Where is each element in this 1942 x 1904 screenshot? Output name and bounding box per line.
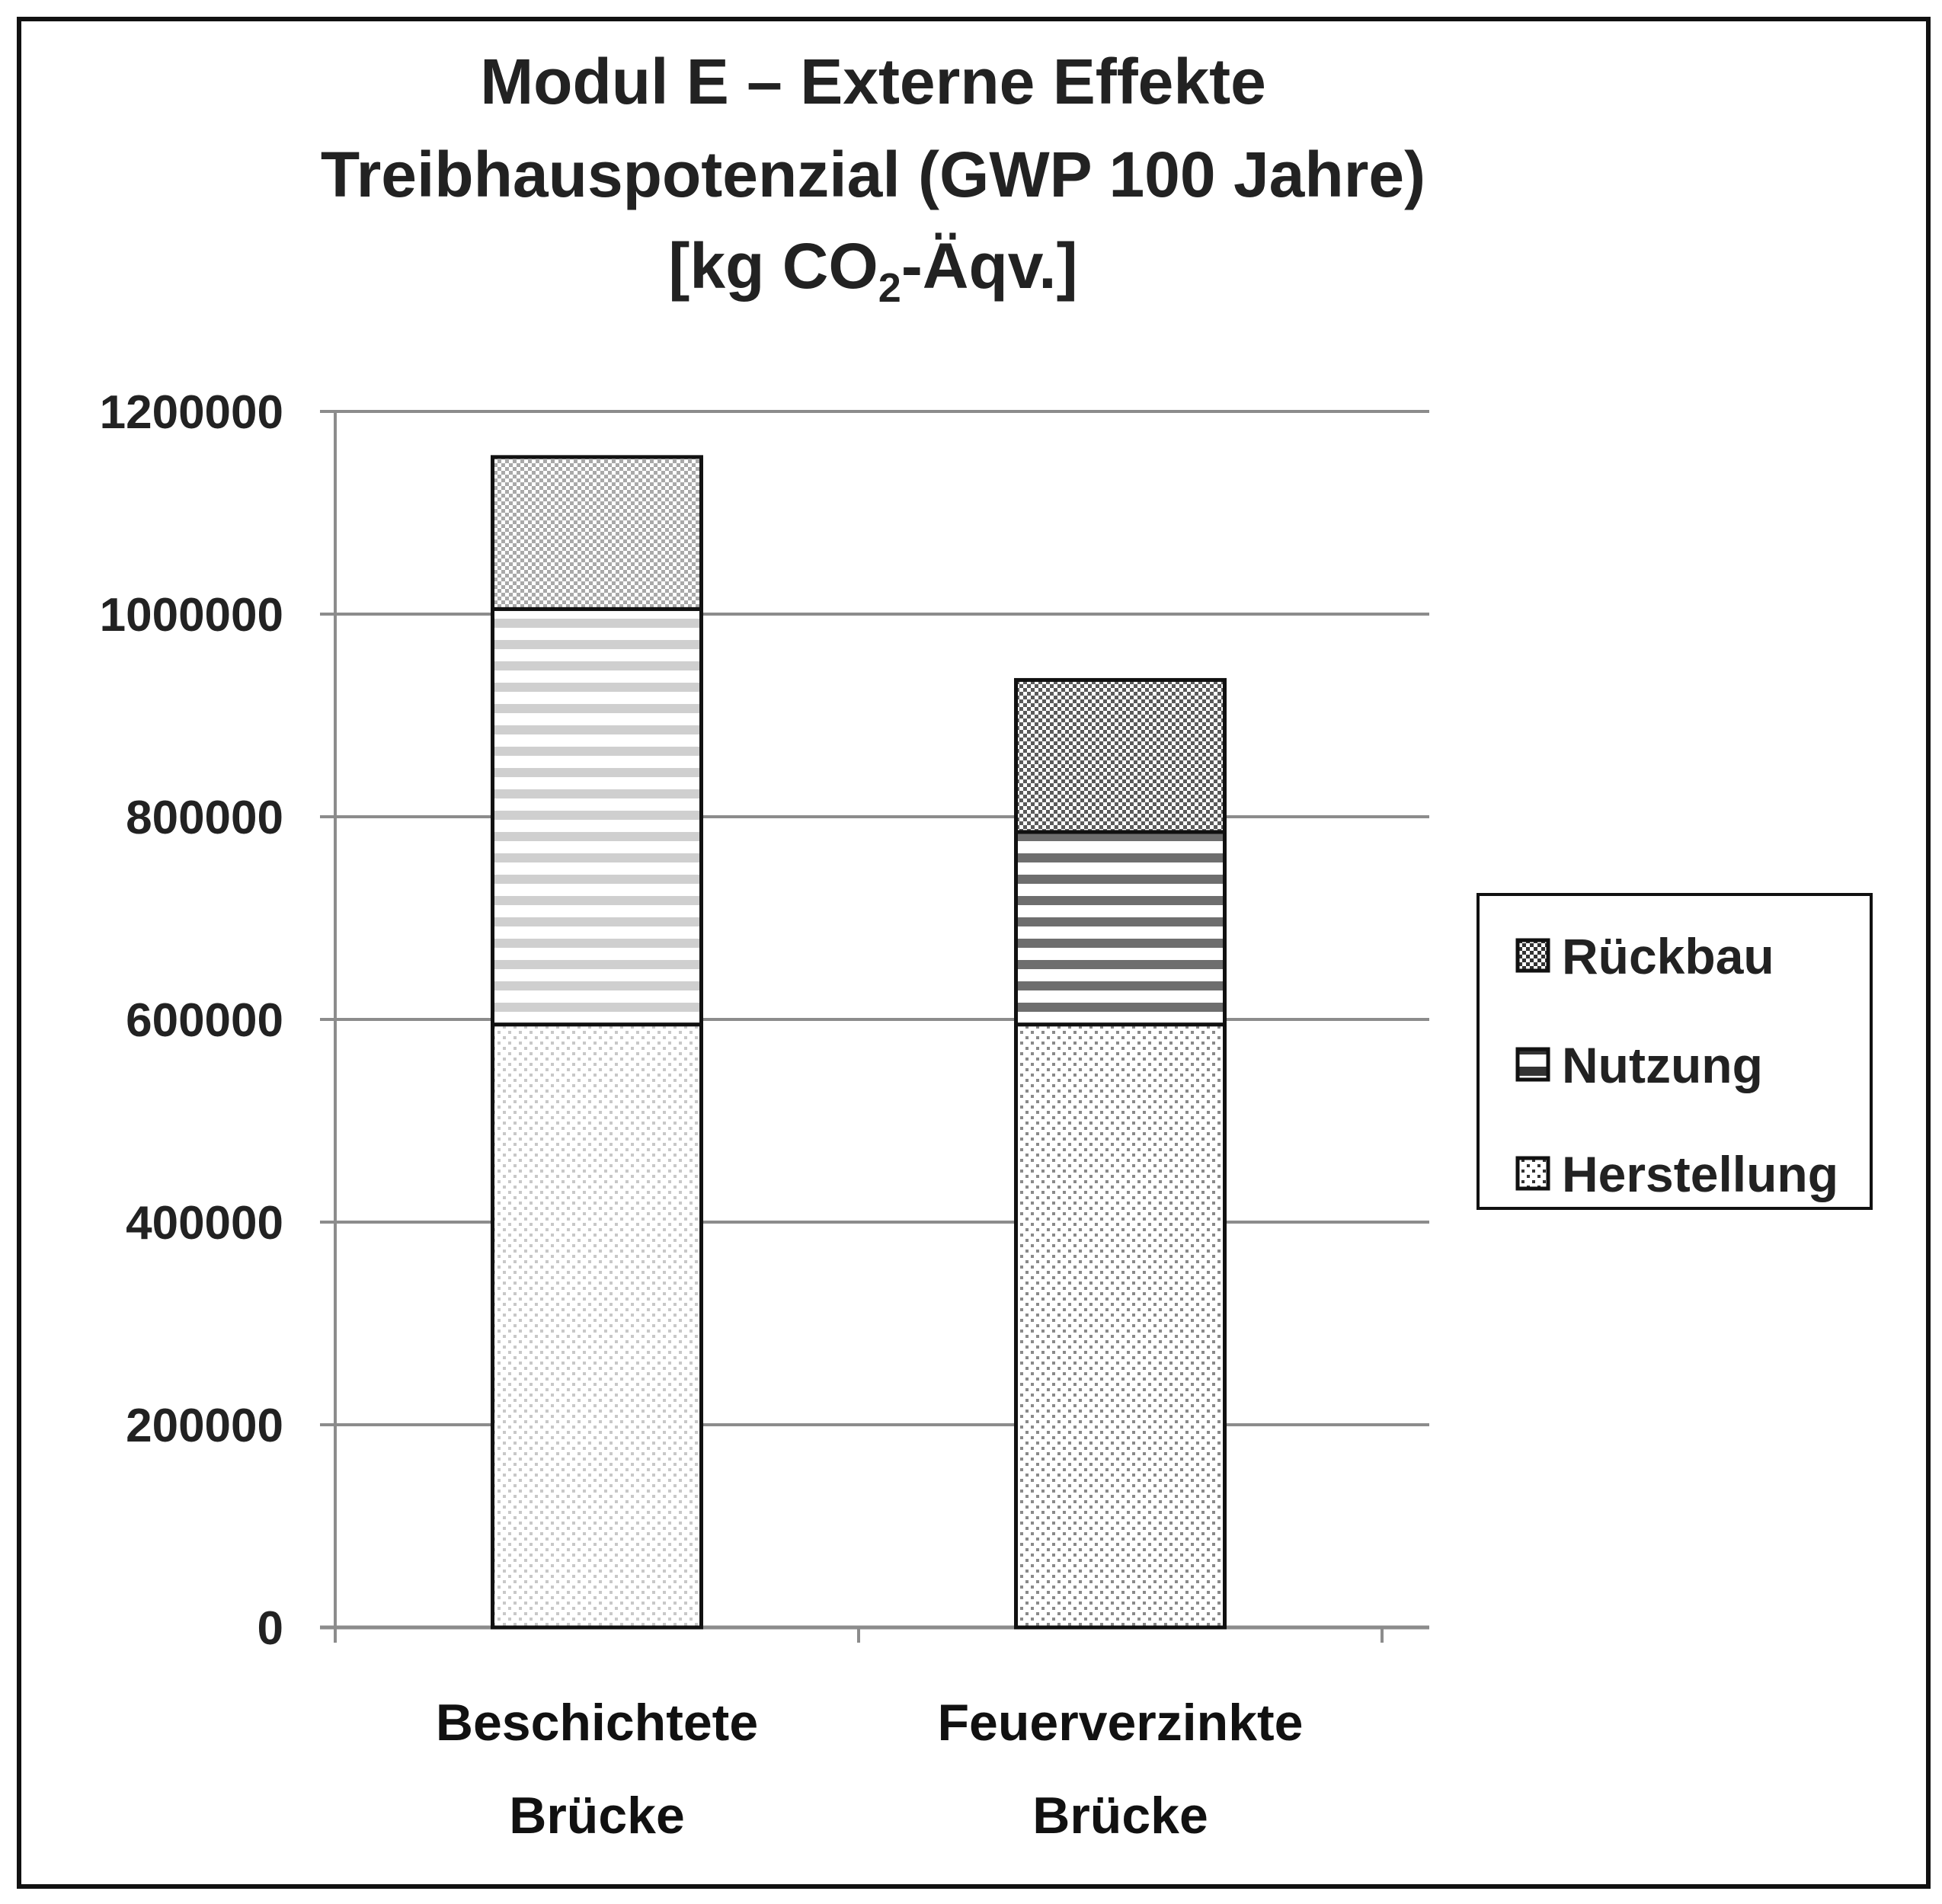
bar-segment <box>493 1025 702 1627</box>
unit-suffix: -Äqv.] <box>901 230 1078 302</box>
legend-swatch <box>1518 940 1548 971</box>
legend-label: Rückbau <box>1562 928 1774 984</box>
y-tick-label: 1200000 <box>99 386 283 439</box>
gridlines <box>320 411 1429 1425</box>
title-line-1: Modul E – Externe Effekte <box>480 46 1266 117</box>
y-tick-label: 400000 <box>126 1197 283 1250</box>
bars <box>493 457 1225 1627</box>
y-tick-label: 800000 <box>126 792 283 844</box>
y-tick-label: 0 <box>257 1602 283 1655</box>
x-category-label: Beschichtete <box>435 1694 759 1752</box>
legend-swatch <box>1518 1049 1548 1080</box>
legend-label: Herstellung <box>1562 1146 1839 1202</box>
x-category-label: Brücke <box>509 1787 685 1845</box>
unit-label <box>668 230 1077 311</box>
title-line-2: Treibhauspotenzial (GWP 100 Jahre) <box>320 139 1426 210</box>
chart-frame <box>17 17 1931 1889</box>
chart-title <box>321 46 1425 311</box>
x-axis-categories <box>436 1694 1304 1845</box>
y-tick-label: 600000 <box>126 994 283 1047</box>
unit-prefix: [kg CO <box>668 230 878 302</box>
bar-segment <box>1016 680 1225 831</box>
y-axis-ticks <box>100 386 283 1655</box>
chart-svg <box>21 21 1926 1884</box>
y-tick-label: 1000000 <box>99 589 283 642</box>
bar-segment <box>493 457 702 610</box>
bar-segment <box>1016 1025 1225 1627</box>
legend-swatch <box>1518 1158 1548 1189</box>
bar-segment <box>493 609 702 1024</box>
y-tick-label: 200000 <box>126 1400 283 1452</box>
x-category-label: Feuerverzinkte <box>937 1694 1304 1752</box>
axes <box>320 411 1429 1643</box>
x-category-label: Brücke <box>1032 1787 1208 1845</box>
legend-label: Nutzung <box>1562 1037 1763 1093</box>
bar-segment <box>1016 832 1225 1025</box>
legend <box>1478 894 1871 1208</box>
unit-subscript: 2 <box>878 265 901 311</box>
